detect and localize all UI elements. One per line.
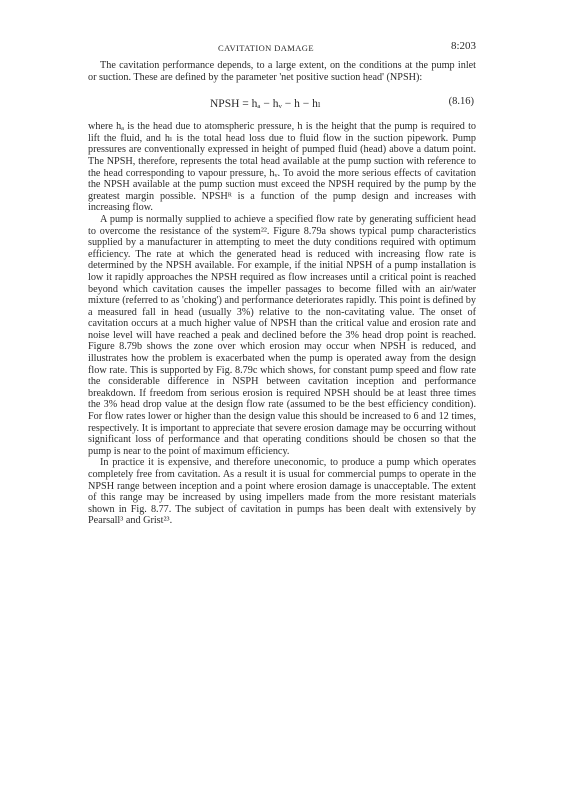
paragraph-practice: In practice it is expensive, and therefore uneconomic, to produce a pump which operates completely free from cavitation. As a result it is usual for commercial pumps to operate in the NPSH range between inception and a point where erosion damage is unacceptable. The extent of this range may be increased by using impellers made from the more resistant materials shown in Fig. 8.77. The subject of cavitation in pumps has been dealt with extensively by Pearsall³ and Grist²³. [88, 457, 476, 527]
paragraph-intro: The cavitation performance depends, to a large extent, on the conditions at the pump inlet or suction. These are defined by the parameter 'net positive suction head' (NPSH): [88, 60, 476, 83]
equation-number: (8.16) [448, 96, 474, 108]
paragraph-definitions: where hₐ is the head due to atomspheric pressure, h is the height that the pump is required to lift the fluid, and hₗ is the total head loss due to fluid flow in the suction pipework. Pump pressures are conventionally expressed in height of pumped fluid (head) above a datum point. The NPSH, therefore, represents the total head available at the pump suction with reference to the head corresponding to vapour pressure, hᵥ. To avoid the more serious effects of cavitation the NPSH available at the pump suction must exceed the NPSH required by the pump by the greatest margin possible. NPSHᴿ is a function of the pump design and increases with increasing flow. [88, 121, 476, 214]
running-title: CAVITATION DAMAGE [218, 43, 314, 53]
equation-npsh [88, 91, 476, 115]
document-page [88, 40, 476, 527]
page-number: 8:203 [450, 40, 476, 52]
paragraph-pump-supply: A pump is normally supplied to achieve a specified flow rate by generating sufficient head to overcome the resistance of the system²². Figure 8.79a shows typical pump characteristics supplied by a manufacturer in attempting to meet the duty conditions required with optimum efficiency. The rate at which the generated head is reduced with increasing flow rate is determined by the NPSH available. For example, if the initial NPSH of a pump installation is low it rapidly approaches the NPSH required as flow increases until a critical point is reached beyond which cavitation causes the impeller passages to become filled with an air/water mixture (referred to as 'choking') and performance deteriorates rapidly. This point is defined by a measured fall in head (usually 3%) relative to the non-cavitating value. The onset of cavitation occurs at a much higher value of NPSH than the critical value and erosion rate and noise level will have reached a peak and declined before the 3% head drop point is reached. Figure 8.79b shows the zone over which erosion may occur when NPSH is reduced, and illustrates how the problem is exacerbated when the pump is operated away from the design flow rate. This is supported by Fig. 8.79c which shows, for constant pump speed and flow rate the considerable difference in NSPH between cavitation inception and performance breakdown. If freedom from serious erosion is required NPSH should be at least three times the 3% head drop value at the design flow rate (assumed to be the best efficiency condition). For flow rates lower or higher than the design value this should be increased to 6 and 12 times, respectively. It is important to appreciate that severe erosion damage may be occurring without significant loss of performance and that operating conditions should be chosen so that the pump is near to the point of maximum efficiency. [88, 213, 476, 457]
equation-expression: NPSH = hₐ − hᵥ − h − hₗ [210, 98, 321, 111]
running-header [88, 40, 476, 54]
